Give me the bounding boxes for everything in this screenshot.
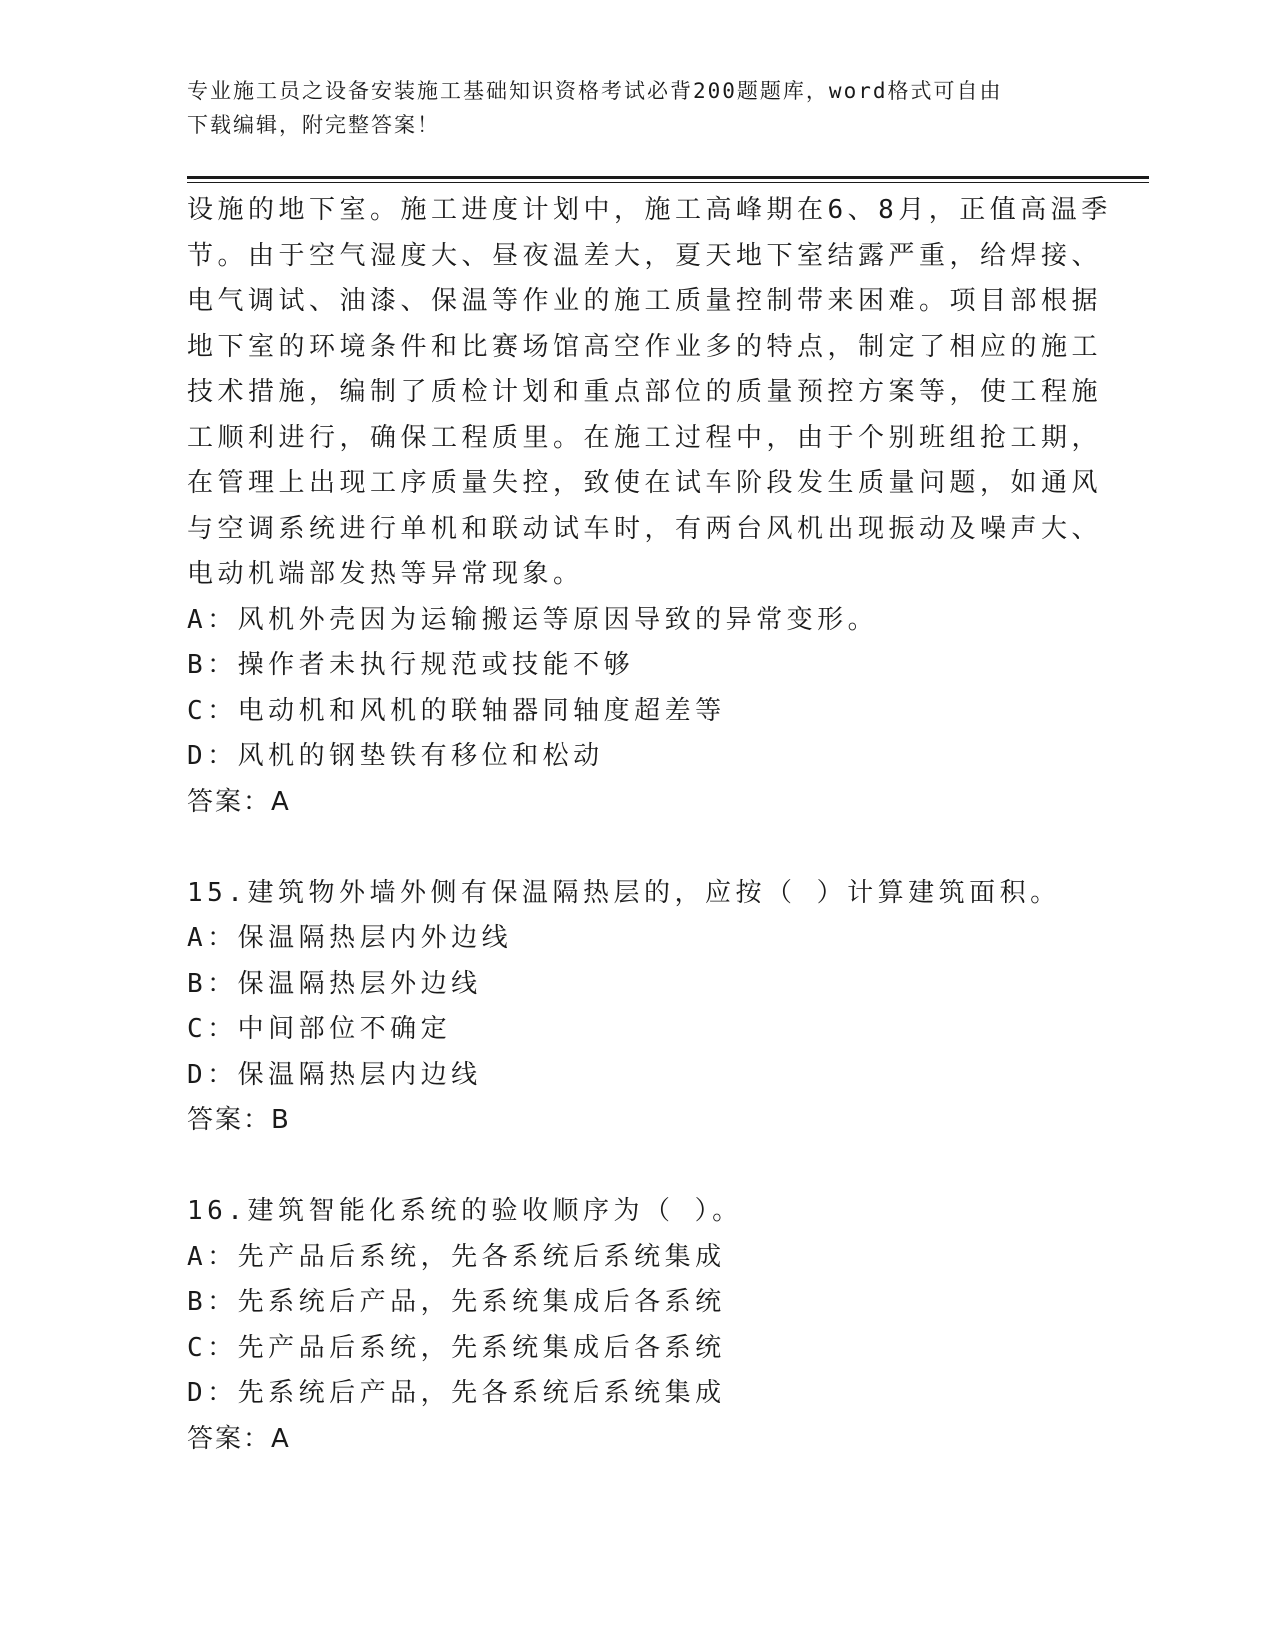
question-14-options xyxy=(187,598,1087,826)
header-divider-thin xyxy=(187,182,1149,183)
question-14-passage xyxy=(187,188,1112,598)
option-b: B：操作者未执行规范或技能不够 xyxy=(187,650,635,680)
question-15-text: 15.建筑物外墙外侧有保温隔热层的，应按（ ）计算建筑面积。 xyxy=(187,877,1061,908)
option-c: C：中间部位不确定 xyxy=(187,1014,452,1044)
passage-line: 工顺利进行，确保工程质里。在施工过程中，由于个别班组抢工期， xyxy=(187,422,1103,453)
passage-line: 电动机端部发热等异常现象。 xyxy=(187,559,584,589)
passage-line: 节。由于空气湿度大、昼夜温差大，夏天地下室结露严重，给焊接、 xyxy=(187,240,1103,271)
question-16 xyxy=(187,1189,1087,1462)
option-d: D：先系统后产品，先各系统后系统集成 xyxy=(187,1378,726,1408)
question-16-text: 16.建筑智能化系统的验收顺序为（ ）。 xyxy=(187,1196,743,1226)
option-d: D：风机的钢垫铁有移位和松动 xyxy=(187,741,604,771)
passage-line: 电气调试、油漆、保温等作业的施工质量控制带来困难。项目部根据 xyxy=(187,286,1103,316)
option-d: D：保温隔热层内边线 xyxy=(187,1059,482,1090)
header-line-1: 专业施工员之设备安装施工基础知识资格考试必背200题题库，word格式可自由 xyxy=(187,79,1003,103)
passage-line: 与空调系统进行单机和联动试车时，有两台风机出现振动及噪声大、 xyxy=(187,513,1103,544)
option-a: A：先产品后系统，先各系统后系统集成 xyxy=(187,1241,726,1272)
option-c: C：电动机和风机的联轴器同轴度超差等 xyxy=(187,695,726,726)
option-b: B：保温隔热层外边线 xyxy=(187,968,482,999)
passage-line: 在管理上出现工序质量失控，致使在试车阶段发生质量问题，如通风 xyxy=(187,468,1103,498)
header-line-2: 下载编辑，附完整答案！ xyxy=(187,113,440,137)
spacer xyxy=(187,1144,1087,1190)
spacer xyxy=(187,825,1087,871)
passage-line: 设施的地下室。施工进度计划中，施工高峰期在6、8月，正值高温季 xyxy=(187,195,1112,225)
document-body xyxy=(187,188,1112,1462)
option-c: C：先产品后系统，先系统集成后各系统 xyxy=(187,1332,726,1363)
answer-16: 答案：A xyxy=(187,1423,291,1454)
header-divider-thick xyxy=(187,176,1149,179)
question-15 xyxy=(187,871,1087,1144)
option-a: A：风机外壳因为运输搬运等原因导致的异常变形。 xyxy=(187,604,879,635)
answer-14: 答案：A xyxy=(187,786,291,817)
document-header xyxy=(187,74,1077,142)
option-b: B：先系统后产品，先系统集成后各系统 xyxy=(187,1287,726,1317)
passage-line: 技术措施，编制了质检计划和重点部位的质量预控方案等，使工程施 xyxy=(187,377,1103,407)
answer-15: 答案：B xyxy=(187,1105,291,1135)
passage-line: 地下室的环境条件和比赛场馆高空作业多的特点，制定了相应的施工 xyxy=(187,331,1103,362)
option-a: A：保温隔热层内外边线 xyxy=(187,923,513,953)
